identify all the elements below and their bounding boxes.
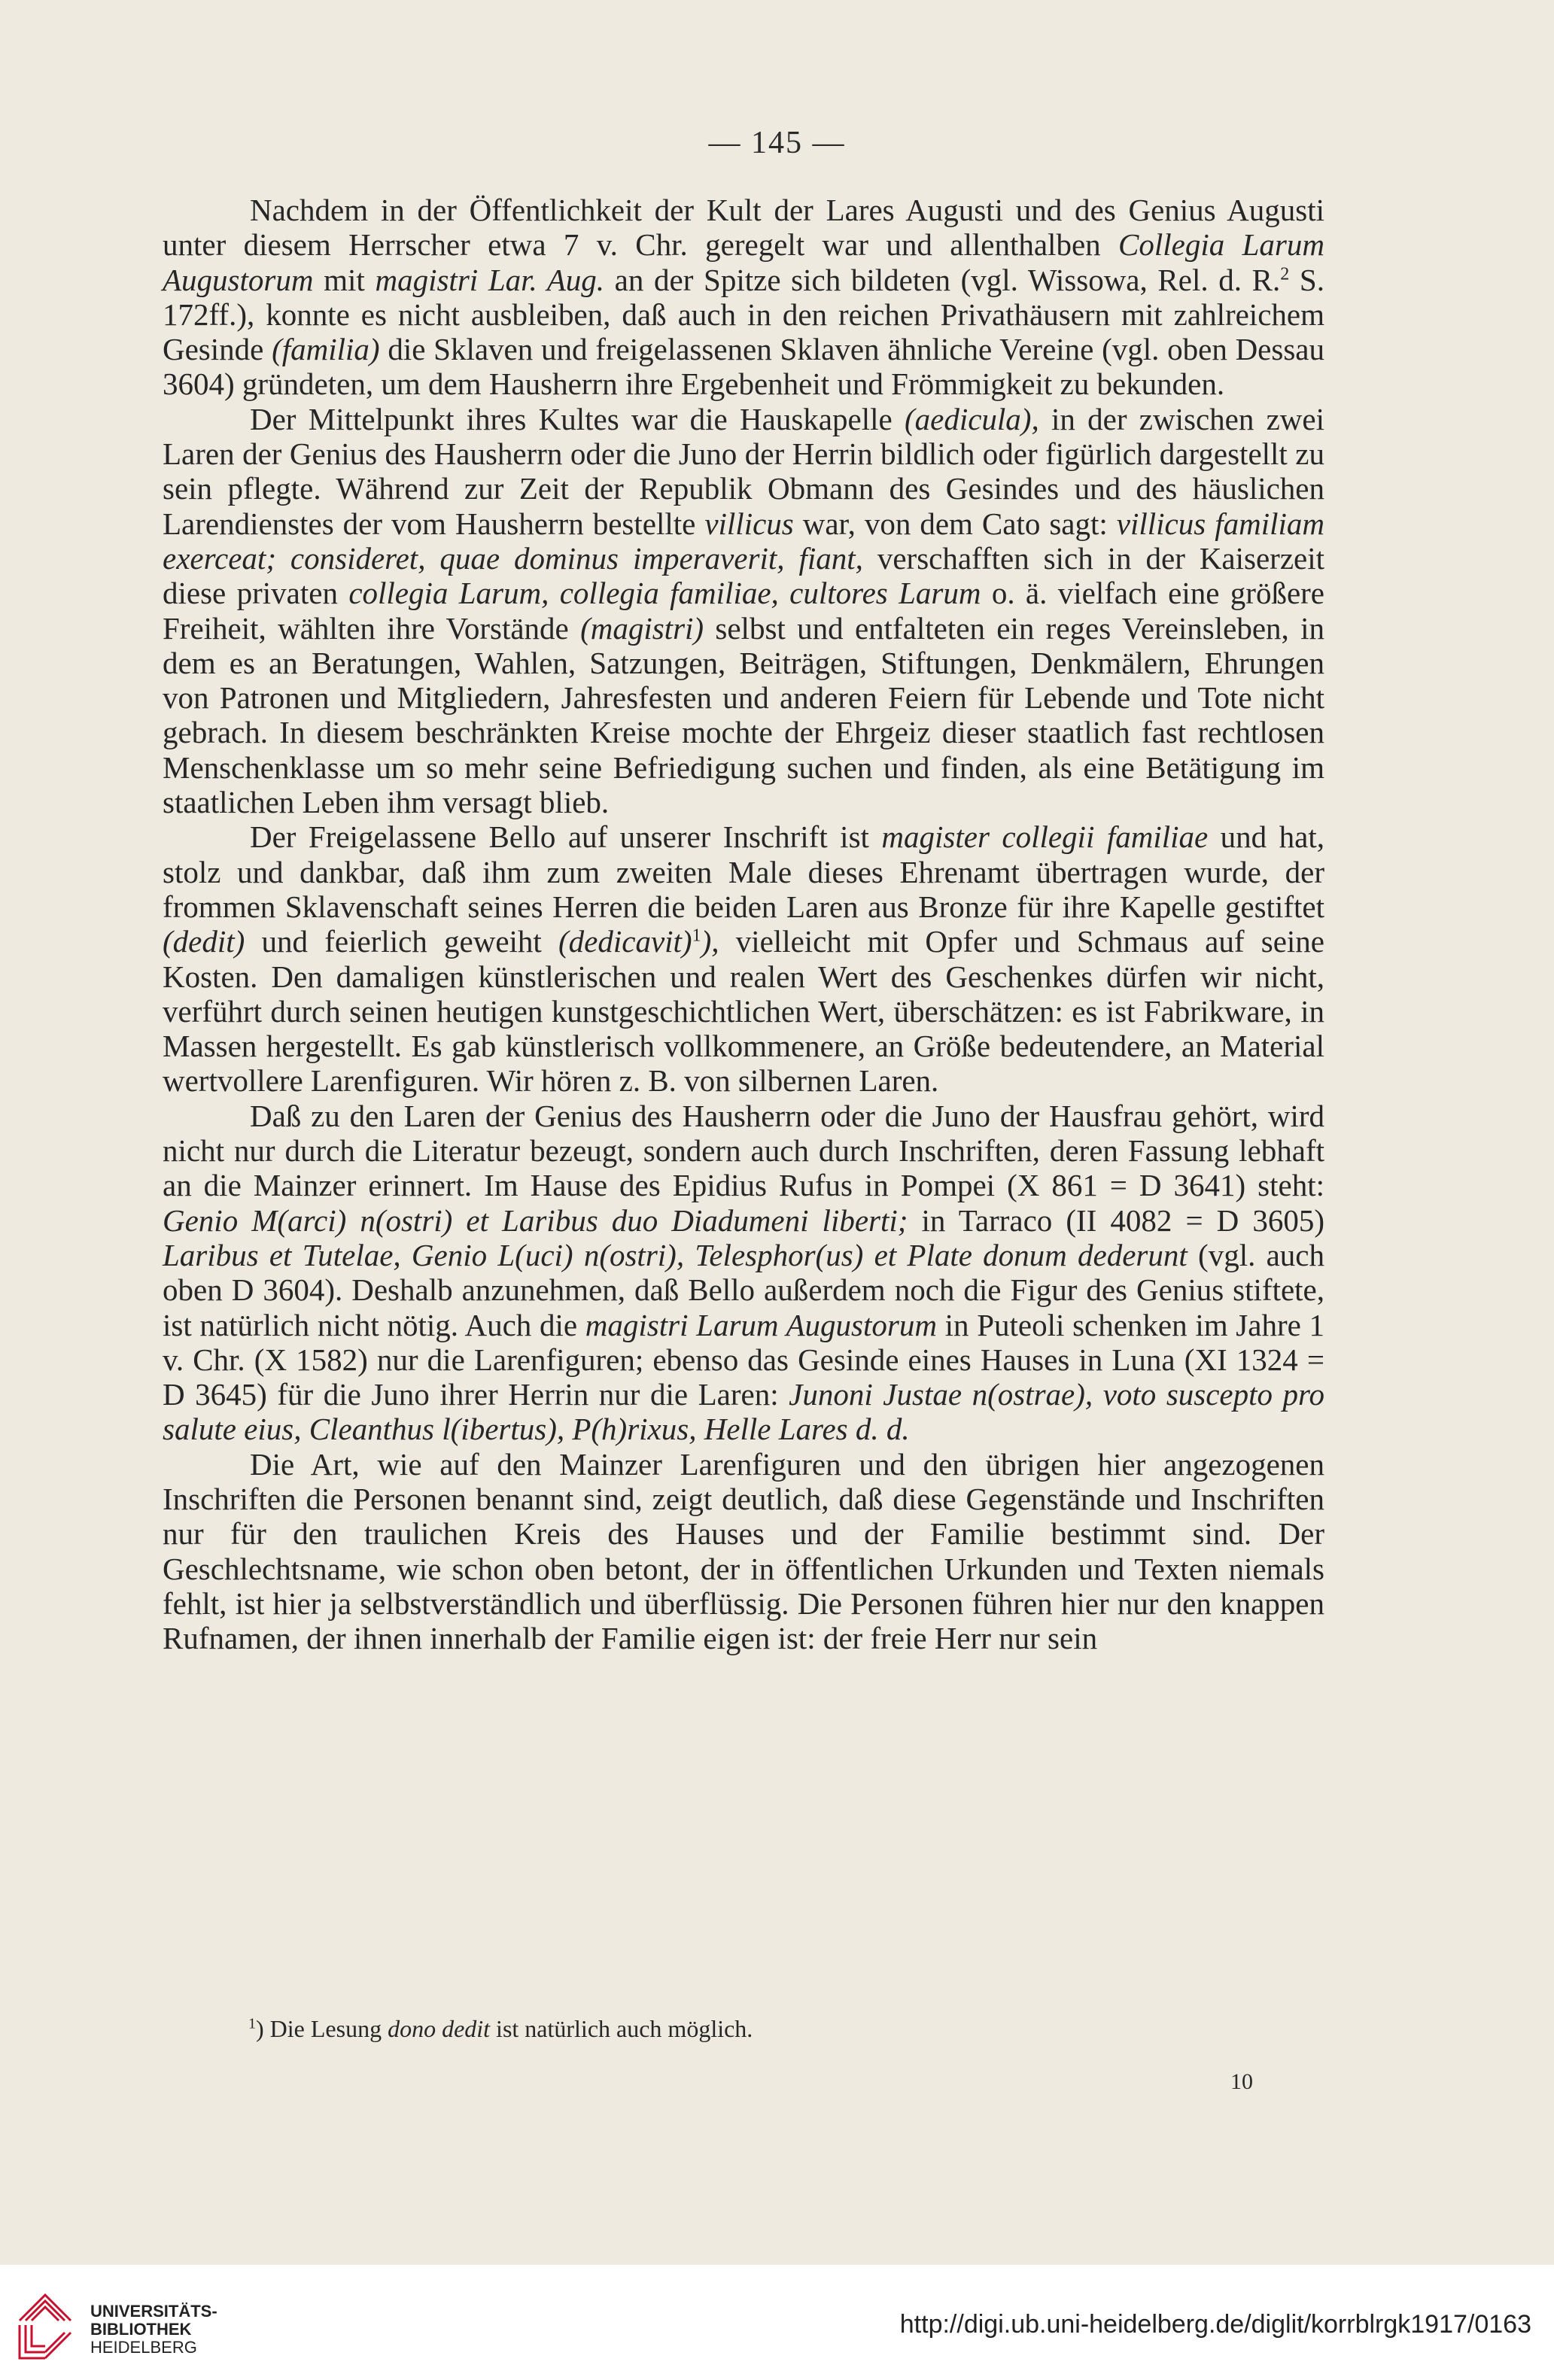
italic-text: villicus familiam exerceat; consideret, quae dominus imperaverit, fiant,: [163, 506, 1324, 576]
italic-text: villicus: [704, 506, 794, 541]
text-run: und feierlich geweiht: [245, 924, 559, 959]
italic-text: collegia Larum, collegia familiae, cultores Larum: [348, 576, 981, 611]
text-run: (vgl. auch oben D 3604). Deshalb anzunehmen, daß Bello außerdem noch die Figur des Genius stiftete, ist natürlich nicht nötig. Auch die: [163, 1237, 1324, 1342]
italic-text: Genio M(arci) n(ostri) et Laribus duo Diadumeni liberti;: [163, 1202, 908, 1238]
paragraph: [163, 193, 1324, 402]
italic-text: (dedicavit): [558, 924, 692, 959]
italic-text: (familia): [272, 332, 380, 367]
text-run: Daß zu den Laren der Genius des Hausherrn oder die Juno der Hausfrau gehört, wird nicht nur durch die Literatur bezeugt, sondern auch durch Inschriften, deren Fassung lebhaft an die Mainzer erinnert. Im Hause des Epidius Rufus in Pompei (X 861 = D 3641) steht:: [163, 1098, 1324, 1203]
footnote-marker: 1: [248, 2015, 256, 2032]
italic-text: (aedicula),: [904, 401, 1039, 436]
footnote-text-after: ist natürlich auch möglich.: [490, 2015, 753, 2042]
library-name: [90, 2302, 217, 2357]
italic-text: (dedit): [163, 924, 245, 959]
text-run: die Sklaven und freigelassenen Sklaven ähnliche Vereine (vgl. oben Dessau 3604) gründeten, um dem Hausherrn ihre Ergebenheit und Frömmigkeit zu bekunden.: [163, 332, 1324, 402]
italic-text: Junoni Justae n(ostrae), voto suscepto pro salute eius, Cleanthus l(ibertus), P(h)rixus, Helle Lares d. d.: [163, 1377, 1324, 1447]
text-run: war, von dem Cato sagt:: [793, 506, 1117, 541]
footnote-text-before: ) Die Lesung: [256, 2015, 388, 2042]
text-run: Die Art, wie auf den Mainzer Larenfiguren und den übrigen hier angezogenen Inschriften die Personen benannt sind, zeigt deutlich, daß diese Gegenstände und Inschriften nur für den traulichen Kreis des Hauses und der Familie bestimmt sind. Der Geschlechtsname, wie schon oben betont, der in öffentlichen Urkunden und Texten niemals fehlt, ist hier ja selbstverständlich und überflüssig. Die Personen führen hier nur den knappen Rufnamen, der ihnen innerhalb der Familie eigen ist: der freie Herr nur sein: [163, 1446, 1324, 1656]
superscript: 1: [692, 926, 701, 946]
paragraph: [163, 819, 1324, 1098]
text-run: Nachdem in der Öffentlichkeit der Kult der Lares Augusti und des Genius Augusti unter diesem Herrscher etwa 7 v. Chr. geregelt war und allenthalben: [163, 193, 1324, 263]
text-run: mit: [313, 262, 376, 297]
source-url-link[interactable]: http://digi.ub.uni-heidelberg.de/diglit/korrblrgk1917/0163: [899, 2310, 1531, 2339]
footnote: [248, 2014, 1324, 2044]
text-run: an der Spitze sich bildeten (vgl. Wissowa, Rel. d. R.: [604, 262, 1281, 297]
paragraph: [163, 1447, 1324, 1656]
page-number: — 145 —: [708, 126, 846, 160]
text-run: Der Mittelpunkt ihres Kultes war die Hauskapelle: [250, 401, 905, 436]
footnote-italic: dono dedit: [388, 2015, 491, 2042]
text-run: Der Freigelassene Bello auf unserer Inschrift ist: [250, 819, 882, 855]
italic-text: magistri Lar. Aug.: [375, 262, 605, 297]
library-line-3: HEIDELBERG: [90, 2338, 197, 2357]
main-text: [163, 193, 1324, 1655]
italic-text: ),: [701, 924, 719, 959]
signature-mark: 10: [1230, 2069, 1253, 2094]
library-line-1: UNIVERSITÄTS-: [90, 2302, 217, 2321]
paragraph: [163, 1099, 1324, 1447]
italic-text: (magistri): [580, 610, 704, 646]
text-run: in der zwischen zwei Laren der Genius des Hausherrn oder die Juno der Herrin bildlich oder figürlich dargestellt zu sein pflegte. Während zur Zeit der Republik Obmann des Gesindes und des häuslichen Larendienstes der vom Hausherrn bestellte: [163, 401, 1325, 541]
paragraph: [163, 402, 1324, 820]
text-run: in Puteoli schenken im Jahre 1 v. Chr. (X 1582) nur die Larenfiguren; ebenso das Gesinde eines Hauses in Luna (XI 1324 = D 3645) für die Juno ihrer Herrin nur die Laren:: [163, 1307, 1324, 1412]
text-run: in Tarraco (II 4082 = D 3605): [908, 1202, 1324, 1238]
italic-text: Collegia Larum Augustorum: [163, 227, 1324, 297]
italic-text: Laribus et Tutelae, Genio L(uci) n(ostri), Telesphor(us) et Plate donum dederunt: [163, 1237, 1188, 1272]
library-line-2: BIBLIOTHEK: [90, 2320, 192, 2339]
text-run: und hat, stolz und dankbar, daß ihm zum zweiten Male dieses Ehrenamt übertragen wurde, der frommen Sklavenschaft seines Herren die beiden Laren aus Bronze für ihre Kapelle gestiftet: [163, 819, 1324, 924]
heidelberg-library-logo-icon: [15, 2275, 77, 2364]
text-run: vielleicht mit Opfer und Schmaus auf seine Kosten. Den damaligen künstlerischen und realen Wert des Geschenkes dürfen wir nicht, verführt durch seinen heutigen kunstgeschichtlichen Wert, überschätzen: es ist Fabrikware, in Massen hergestellt. Es gab künstlerisch vollkommenere, an Größe bedeutendere, an Material wertvollere Larenfiguren. Wir hören z. B. von silbernen Laren.: [163, 924, 1324, 1099]
superscript: 2: [1280, 263, 1290, 284]
text-run: verschafften sich in der Kaiserzeit diese privaten: [163, 540, 1324, 611]
text-run: selbst und entfalteten ein reges Vereinsleben, in dem es an Beratungen, Wahlen, Satzungen, Beiträgen, Stiftungen, Denkmälern, Ehrungen von Patronen und Mitgliedern, Jahresfesten und anderen Feiern für Lebende und Tote nicht gebrach. In diesem beschränkten Kreise mochte der Ehrgeiz dieser staatlich fast rechtlosen Menschenklasse um so mehr seine Befriedigung suchen und finden, als eine Betätigung im staatlichen Leben ihm versagt blieb.: [163, 610, 1324, 820]
text-run: o. ä. vielfach eine größere Freiheit, wählten ihre Vorstände: [163, 576, 1324, 646]
italic-text: magister collegii familiae: [881, 819, 1209, 855]
italic-text: magistri Larum Augustorum: [585, 1307, 937, 1342]
text-run: S. 172ff.), konnte es nicht ausbleiben, daß auch in den reichen Privathäusern mit zahlreichem Gesinde: [163, 262, 1324, 367]
